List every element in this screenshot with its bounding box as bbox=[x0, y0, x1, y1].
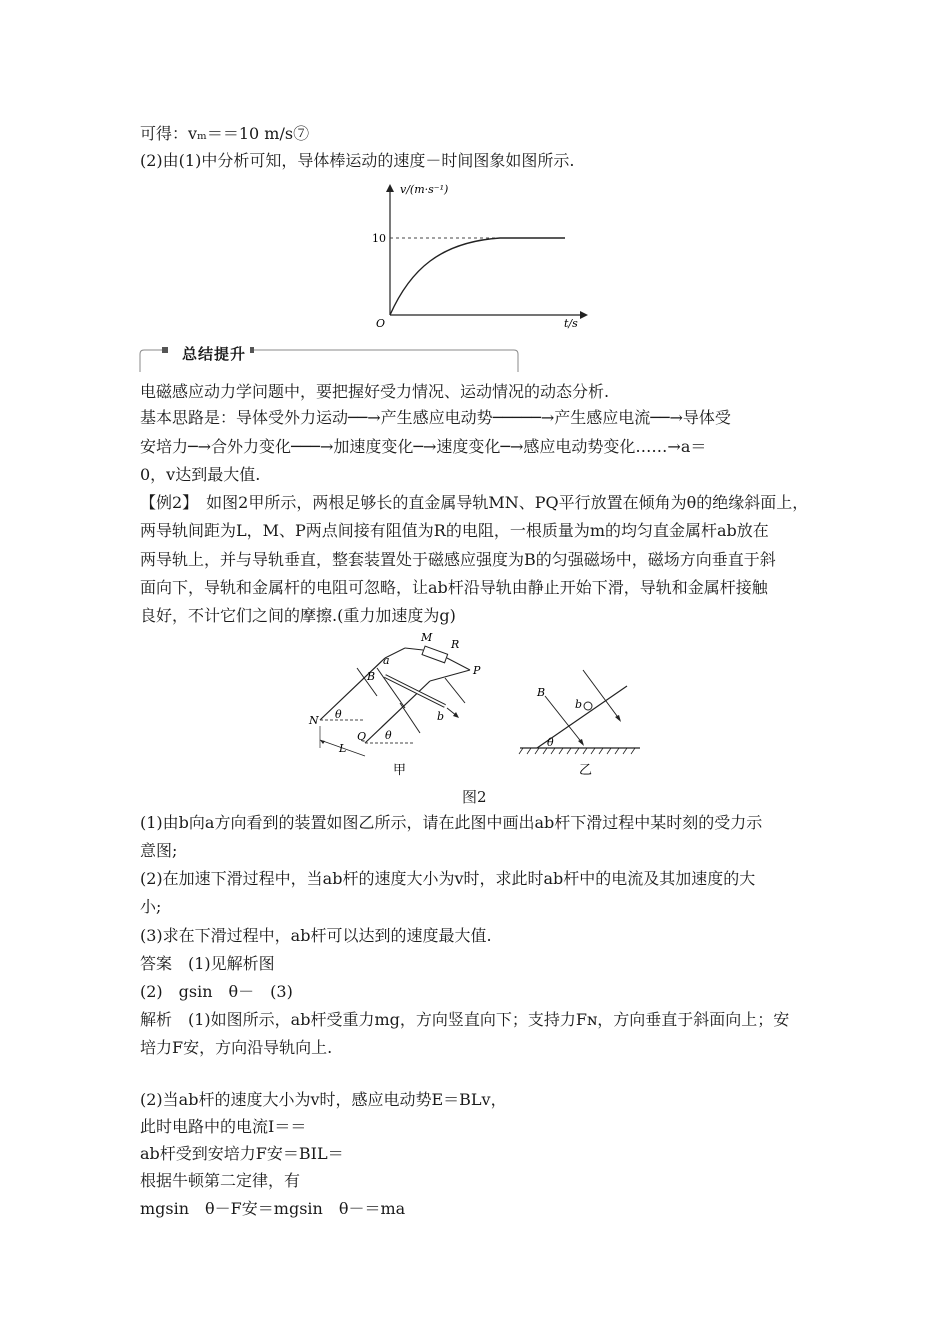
figure-yi-side-view bbox=[515, 668, 645, 778]
label-a: a bbox=[383, 654, 390, 667]
label-L: L bbox=[339, 742, 347, 755]
text-line-q1-a: (1)由b向a方向看到的装置如图乙所示，请在此图中画出ab杆下滑过程中某时刻的受力示 bbox=[140, 813, 763, 832]
text-line-example-4: 面向下，导轨和金属杆的电阻可忽略，让ab杆沿导轨由静止开始下滑，导轨和金属杆接触 bbox=[140, 578, 768, 597]
graph-y-label: v/(m·s⁻¹) bbox=[400, 183, 449, 196]
text-line-answer-1: 答案 (1)见解析图 bbox=[140, 954, 275, 973]
y-axis-arrow bbox=[386, 184, 394, 192]
label-Q: Q bbox=[357, 730, 367, 743]
text-line-example-5: 良好，不计它们之间的摩擦.(重力加速度为g) bbox=[140, 606, 456, 625]
figure-caption: 图2 bbox=[462, 788, 487, 806]
text-line-summary-2: 基本思路是：导体受外力运动──→产生感应电动势─────→产生感应电流──→导体受 bbox=[140, 408, 731, 427]
text-line-example-2: 两导轨间距为L，M、P两点间接有阻值为R的电阻，一根质量为m的均匀直金属杆ab放在 bbox=[140, 521, 769, 540]
figure-jia-rails bbox=[305, 628, 495, 778]
label-b-yi: b bbox=[575, 698, 583, 711]
text-line-analysis-5: ab杆受到安培力F安＝BIL＝ bbox=[140, 1144, 344, 1163]
velocity-time-graph bbox=[360, 180, 600, 330]
x-axis-arrow bbox=[580, 311, 588, 319]
text-line-q1-b: 意图; bbox=[140, 841, 178, 860]
label-R: R bbox=[451, 638, 460, 651]
label-B-jia: B bbox=[367, 670, 376, 683]
graph-x-label: t/s bbox=[564, 317, 578, 330]
label-N: N bbox=[309, 714, 319, 727]
text-line-analysis-2: 培力F安，方向沿导轨向上. bbox=[140, 1038, 333, 1057]
text-line-q3: (3)求在下滑过程中，ab杆可以达到的速度最大值. bbox=[140, 926, 492, 945]
rod-cross-section bbox=[584, 702, 592, 710]
text-line-summary-4: 0，v达到最大值. bbox=[140, 465, 261, 484]
label-theta-yi: θ bbox=[547, 736, 554, 749]
text-line-analysis-1: 解析 (1)如图所示，ab杆受重力mg，方向竖直向下；支持力Fɴ，方向垂直于斜面向上；安 bbox=[140, 1010, 790, 1029]
text-line-result: 可得：vₘ＝＝10 m/s⑦ bbox=[140, 124, 310, 143]
text-line-example-1: 【例2】 如图2甲所示，两根足够长的直金属导轨MN、PQ平行放置在倾角为θ的绝缘斜面上， bbox=[140, 493, 809, 512]
summary-title: 总结提升 bbox=[178, 343, 250, 364]
label-M: M bbox=[421, 631, 433, 644]
label-B-yi: B bbox=[537, 686, 546, 699]
figure-label-jia: 甲 bbox=[393, 763, 407, 778]
label-b-jia: b bbox=[437, 710, 445, 723]
text-line-q2-b: 小; bbox=[140, 897, 162, 916]
graph-origin-label: O bbox=[376, 317, 386, 330]
text-line-q2-a: (2)在加速下滑过程中，当ab杆的速度大小为v时，求此时ab杆中的电流及其加速度的大 bbox=[140, 869, 756, 888]
label-theta-2: θ bbox=[385, 729, 392, 742]
velocity-curve bbox=[390, 238, 565, 315]
text-line-answer-2: (2) gsin θ－ (3) bbox=[140, 982, 293, 1001]
figure-label-yi: 乙 bbox=[579, 763, 593, 778]
text-line-analysis-6: 根据牛顿第二定律，有 bbox=[140, 1171, 301, 1190]
label-theta-1: θ bbox=[335, 708, 342, 721]
text-line-example-3: 两导轨上，并与导轨垂直，整套装置处于磁感应强度为B的匀强磁场中，磁场方向垂直于斜 bbox=[140, 550, 776, 569]
text-line-analysis-7: mgsin θ－F安＝mgsin θ－＝ma bbox=[140, 1199, 406, 1218]
text-line-analysis-4: 此时电路中的电流I＝＝ bbox=[140, 1117, 307, 1136]
text-line-graph-intro: (2)由(1)中分析可知，导体棒运动的速度－时间图象如图所示. bbox=[140, 151, 575, 170]
text-line-analysis-3: (2)当ab杆的速度大小为v时，感应电动势E＝BLv， bbox=[140, 1090, 507, 1109]
graph-y-tick-10: 10 bbox=[372, 232, 386, 245]
text-line-summary-3: 安培力─→合外力变化───→加速度变化─→速度变化─→感应电动势变化……→a＝ bbox=[140, 437, 707, 456]
label-P: P bbox=[473, 664, 481, 677]
text-line-summary-1: 电磁感应动力学问题中，要把握好受力情况、运动情况的动态分析. bbox=[140, 382, 610, 401]
